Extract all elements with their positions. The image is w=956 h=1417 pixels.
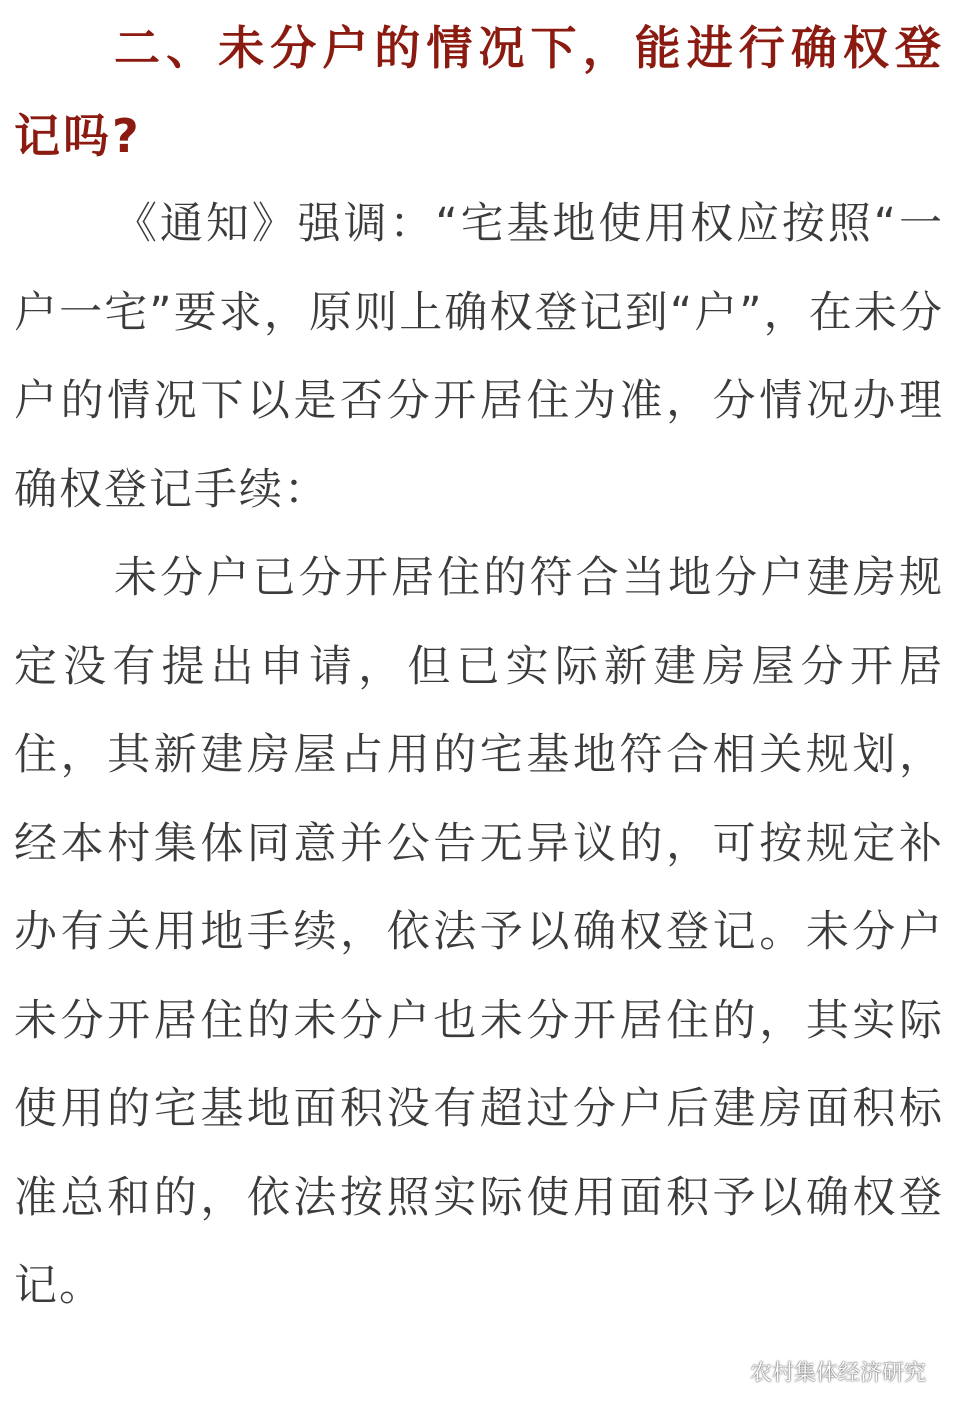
paragraph-notice: 《通知》强调：“宅基地使用权应按照“一户一宅”要求，原则上确权登记到“户”，在未分户的情况下以是否分开居住为准，分情况办理确权登记手续： <box>14 199 944 515</box>
wechat-icon <box>710 1358 744 1386</box>
section-heading: 二、未分户的情况下，能进行确权登记吗? <box>14 21 944 163</box>
paragraph-details: 未分户已分开居住的符合当地分户建房规定没有提出申请，但已实际新建房屋分开居住，其新建房屋占用的宅基地符合相关规划，经本村集体同意并公告无异议的，可按规定补办有关用地手续，依法予以确权登记。未分户未分开居住的未分户也未分开居住的，其实际使用的宅基地面积没有超过分户后建房面积标准总和的，依法按照实际使用面积予以确权登记。 <box>14 553 944 1311</box>
account-watermark <box>710 1356 926 1387</box>
account-name: 农村集体经济研究 <box>749 1361 926 1386</box>
